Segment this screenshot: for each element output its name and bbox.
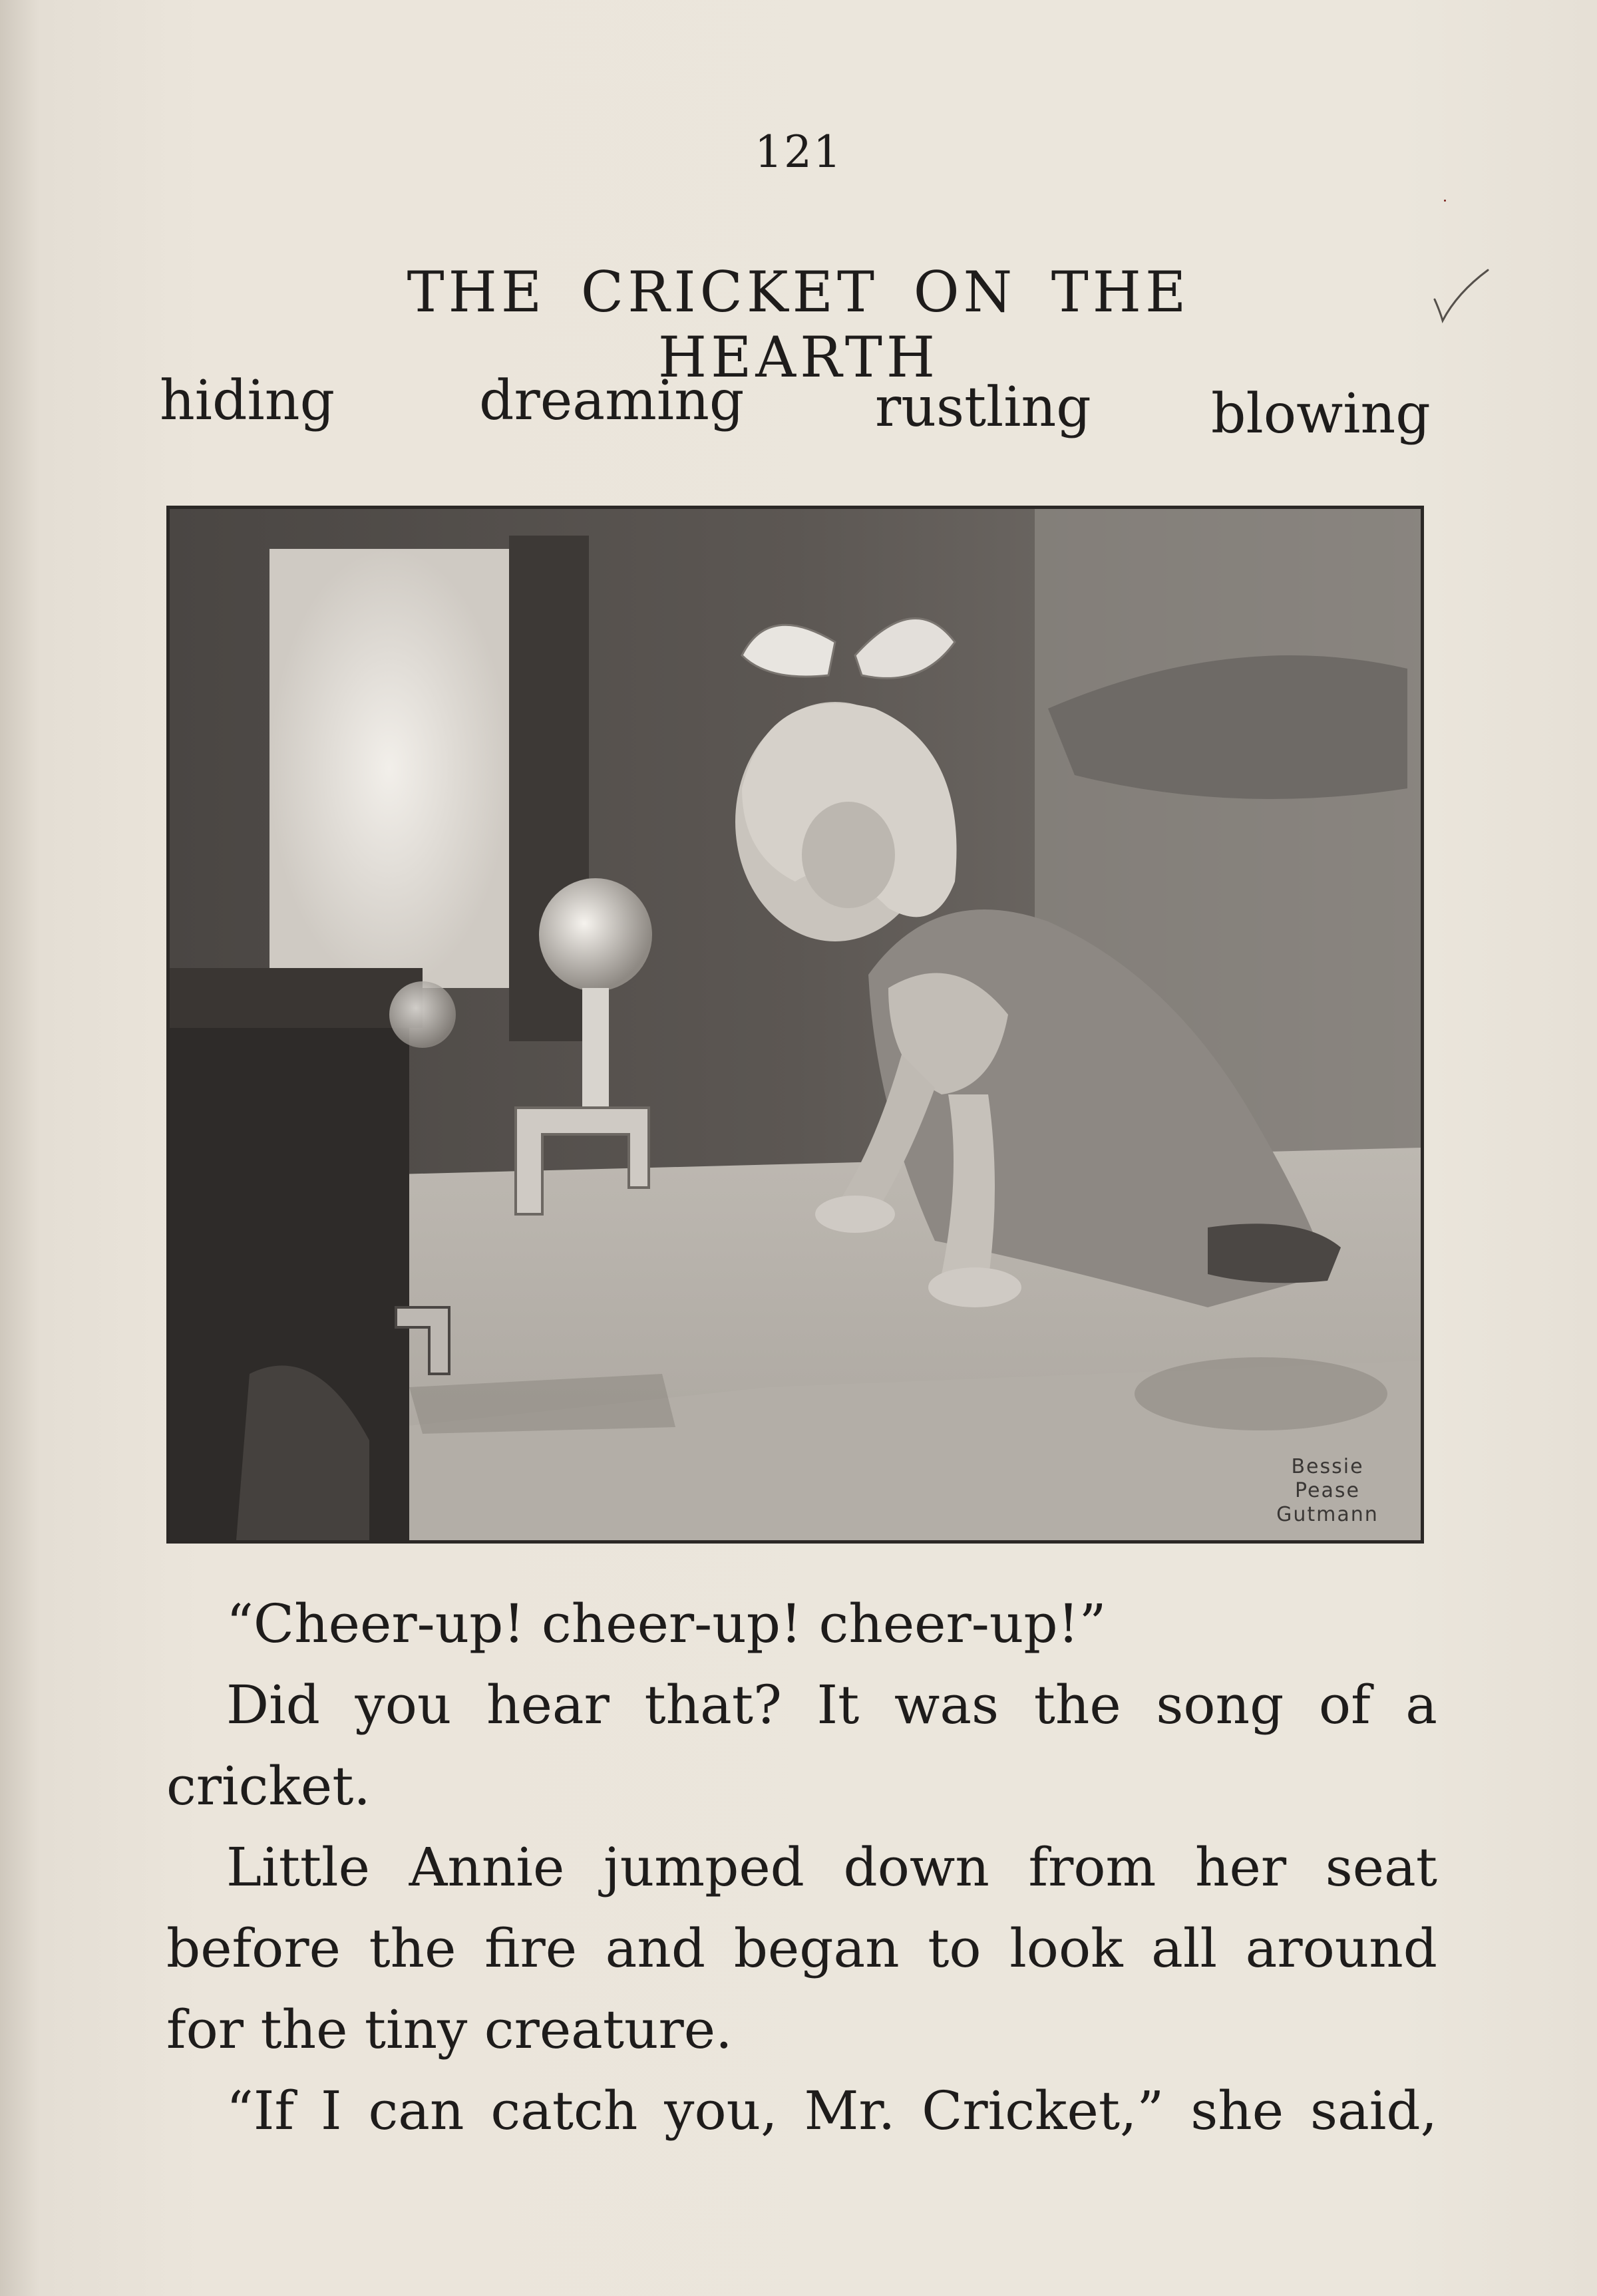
vocabulary-word: blowing	[1211, 383, 1431, 446]
vocabulary-word: dreaming	[479, 369, 745, 432]
vocabulary-word: hiding	[160, 369, 335, 432]
pencil-check-mark-icon	[1431, 266, 1491, 333]
paragraph: “Cheer-up! cheer-up! cheer-up!”	[226, 1593, 1107, 1655]
signature-line: Bessie	[1291, 1455, 1364, 1478]
vocabulary-word: rustling	[875, 376, 1091, 439]
page-number: 121	[755, 126, 842, 178]
illustration-girl-at-hearth	[166, 506, 1424, 1544]
paragraph: Little Annie jumped down from her seat before the fire and began to look all around for the tiny creature.	[166, 1836, 1437, 2060]
chapter-title: THE CRICKET ON THE HEARTH	[407, 259, 1190, 390]
paragraph: Did you hear that? It was the song of a cricket.	[166, 1674, 1437, 1817]
vocabulary-words	[160, 369, 1431, 446]
signature-line: Pease	[1295, 1479, 1360, 1502]
ink-dot	[1444, 200, 1446, 202]
illustration-drawing	[170, 509, 1421, 1540]
story-text	[166, 1583, 1437, 2152]
paragraph: “If I can catch you, Mr. Cricket,” she said,	[226, 2080, 1437, 2142]
artist-signature	[1254, 1455, 1401, 1527]
signature-line: Gutmann	[1276, 1503, 1379, 1526]
